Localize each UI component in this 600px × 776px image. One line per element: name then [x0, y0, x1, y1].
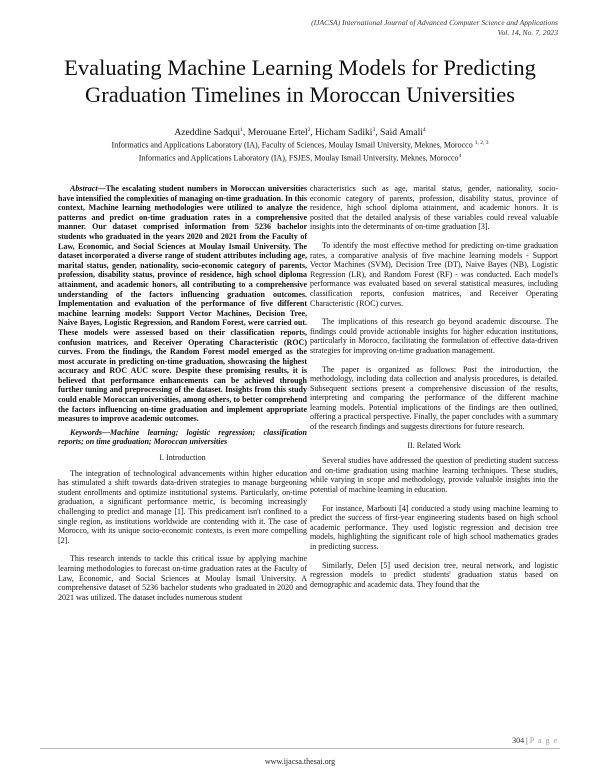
keywords [58, 428, 307, 447]
affiliations [30, 138, 570, 164]
page-number [512, 736, 558, 745]
paragraph: For instance, Marbouti [4] conducted a study using machine learning to predict the success of first-year engineering students based on high school academic performance. They used logistic regression and decision tree models, highlighting the significant role of high school mathematics grades in predicting success. [310, 503, 558, 551]
journal-name: (IJACSA) International Journal of Advanced Computer Science and Applications [311, 18, 558, 27]
author-4: Said Amali [380, 127, 423, 139]
section-heading-related-work: II. Related Work [407, 440, 461, 450]
page-word: P a g e [529, 736, 558, 745]
paragraph: This research intends to tackle this critical issue by applying machine learning methodologies to forecast on-time graduation rates at the Faculty of Law, Economic, and Social Sciences at Moulay Ismail University. A comprehensive dataset of 5236 bachelor students who graduated in 2020 and 2021 was utilized. The dataset includes numerous student [58, 554, 307, 602]
abstract-label: Abstract [70, 184, 98, 193]
title-line-2: Graduation Timelines in Moroccan Universities [85, 82, 515, 107]
page-separator: | [524, 736, 530, 745]
abstract [58, 184, 307, 424]
author-4-sup: 4 [422, 127, 426, 133]
title-line-1: Evaluating Machine Learning Models for Predicting [64, 55, 536, 80]
author-2: Merouane Ertel [247, 127, 308, 139]
paragraph: The integration of technological advancements within higher education has stimulated a shift towards data-driven strategies to manage burgeoning student enrollments and optimize institutional systems. Particularly, on-time graduation, a significant performance metric, is becoming increasingly challenging to predict and manage [1]. This predicament isn't confined to a single region, as institutions worldwide are contending with it. The case of Morocco, with its unique socio-economic contexts, is even more compelling [2]. [58, 468, 307, 545]
affiliation-1: Informatics and Applications Laboratory (IA), Faculty of Sciences, Moulay Ismail University, Meknes, Morocco $^{1, 2, 3}$ [111, 140, 489, 150]
author-3-sup: 3 [372, 127, 376, 133]
paragraph: Similarly, Delen [5] used decision tree, neural network, and logistic regression models to predict students' graduation status based on demographic and academic data. They found that the [310, 560, 558, 589]
keywords-text: —Machine learning; logistic regression; classification reports; on time graduation; Moroccan universities [58, 427, 307, 447]
journal-volume: Vol. 14, No. 7, 2023 [497, 27, 558, 37]
keywords-label: Keywords [70, 427, 102, 437]
paragraph: characteristics such as age, marital status, gender, nationality, socio-economic category of parents, profession, disability status, province of residence, high school diploma attainment, and academic honors. It is posited that the detailed analysis of these variables could reveal valuable insights into the determinants of on-time graduation [3]. [310, 184, 558, 232]
footer-url[interactable]: www.ijacsa.thesai.org [264, 757, 336, 766]
paragraph: To identify the most effective method for predicting on-time graduation rates, a comparative analysis of five machine learning models - Support Vector Machines (SVM), Decision Tree (DT), Naive Bayes (NB), Logistic Regression (LR), and Random Forest (RF) - was conducted. Each model's performance was evaluated based on several statistical measures, including classification reports, confusion matrices, and Receiver Operating Characteristic (ROC) curves. [310, 240, 558, 308]
author-2-sup: 2 [307, 127, 311, 133]
paragraph: Several studies have addressed the question of predicting student success and on-time graduation using machine learning techniques. These studies, while varying in scope and methodology, provide valuable insights into the potential of machine learning in education. [310, 456, 558, 495]
page-number-value: 304 [512, 736, 525, 745]
right-column [310, 184, 558, 598]
affiliation-2: Informatics and Applications Laboratory (IA), FSJES, Moulay Ismail University, Meknes, Morocco$^4$ [138, 153, 462, 163]
author-1-sup: 1 [240, 127, 243, 133]
abstract-text: —The escalating student numbers in Moroccan universities have intensified the complexities of managing on-time graduation. In this context, Machine learning methodologies were utilized to analyze the patterns and predict on-time graduation rates in a comprehensive manner. Our dataset comprised information from 5236 bachelor students who graduated in the years 2020 and 2021 from the Faculty of Law, Economic, and Social Sciences at Moulay Ismail University. The dataset incorporated a diverse range of student attributes including age, marital status, gender, nationality, socio-economic category of parents, profession, disability status, province of residence, high school diploma attainment, and academic honors, all contributing to a comprehensive understanding of the factors influencing graduation outcomes. Implementation and evaluation of the performance of five different machine learning models: Support Vector Machines, Decision Tree, Naive Bayes, Logistic Regression, and Random Forest, were carried out. These models were assessed based on their classification reports, confusion matrices, and Receiver Operating Characteristic (ROC) curves. From the findings, the Random Forest model emerged as the most accurate in predicting on-time graduation, showcasing the highest accuracy and ROC AUC score. Despite these promising results, it is believed that performance enhancements can be achieved through further tuning and preprocessing of the dataset. Insights from this study could enable Moroccan universities, among others, to better comprehend the factors influencing on-time graduation and implement appropriate measures to improve academic outcomes. [58, 184, 307, 424]
author-3: Hicham Sadiki [315, 127, 373, 139]
section-heading-introduction: I. Introduction [159, 453, 206, 463]
paragraph: The paper is organized as follows: Post the introduction, the methodology, including data collection and analysis procedures, is detailed. Subsequent sections present a comprehensive discussion of the results, interpreting and comparing the performance of the different machine learning models. Potential implications of the findings are then outlined, offering a practical perspective. Finally, the paper concludes with a summary of the research findings and suggests directions for future research. [310, 364, 558, 432]
author-list: Azeddine Sadqui$^1$, Merouane Ertel$^2$, Hicham Sadiki$^3$, Said Amali$^4$ [174, 127, 426, 139]
left-column [58, 184, 307, 611]
author-1: Azeddine Sadqui [174, 127, 241, 139]
footer-divider [40, 748, 560, 749]
paper-title [30, 54, 570, 108]
paragraph: The implications of this research go beyond academic discourse. The findings could provide actionable insights for higher education institutions, particularly in Morocco, facilitating the formulation of effective data-driven strategies for improving on-time graduation management. [310, 317, 558, 355]
journal-header [311, 18, 558, 37]
